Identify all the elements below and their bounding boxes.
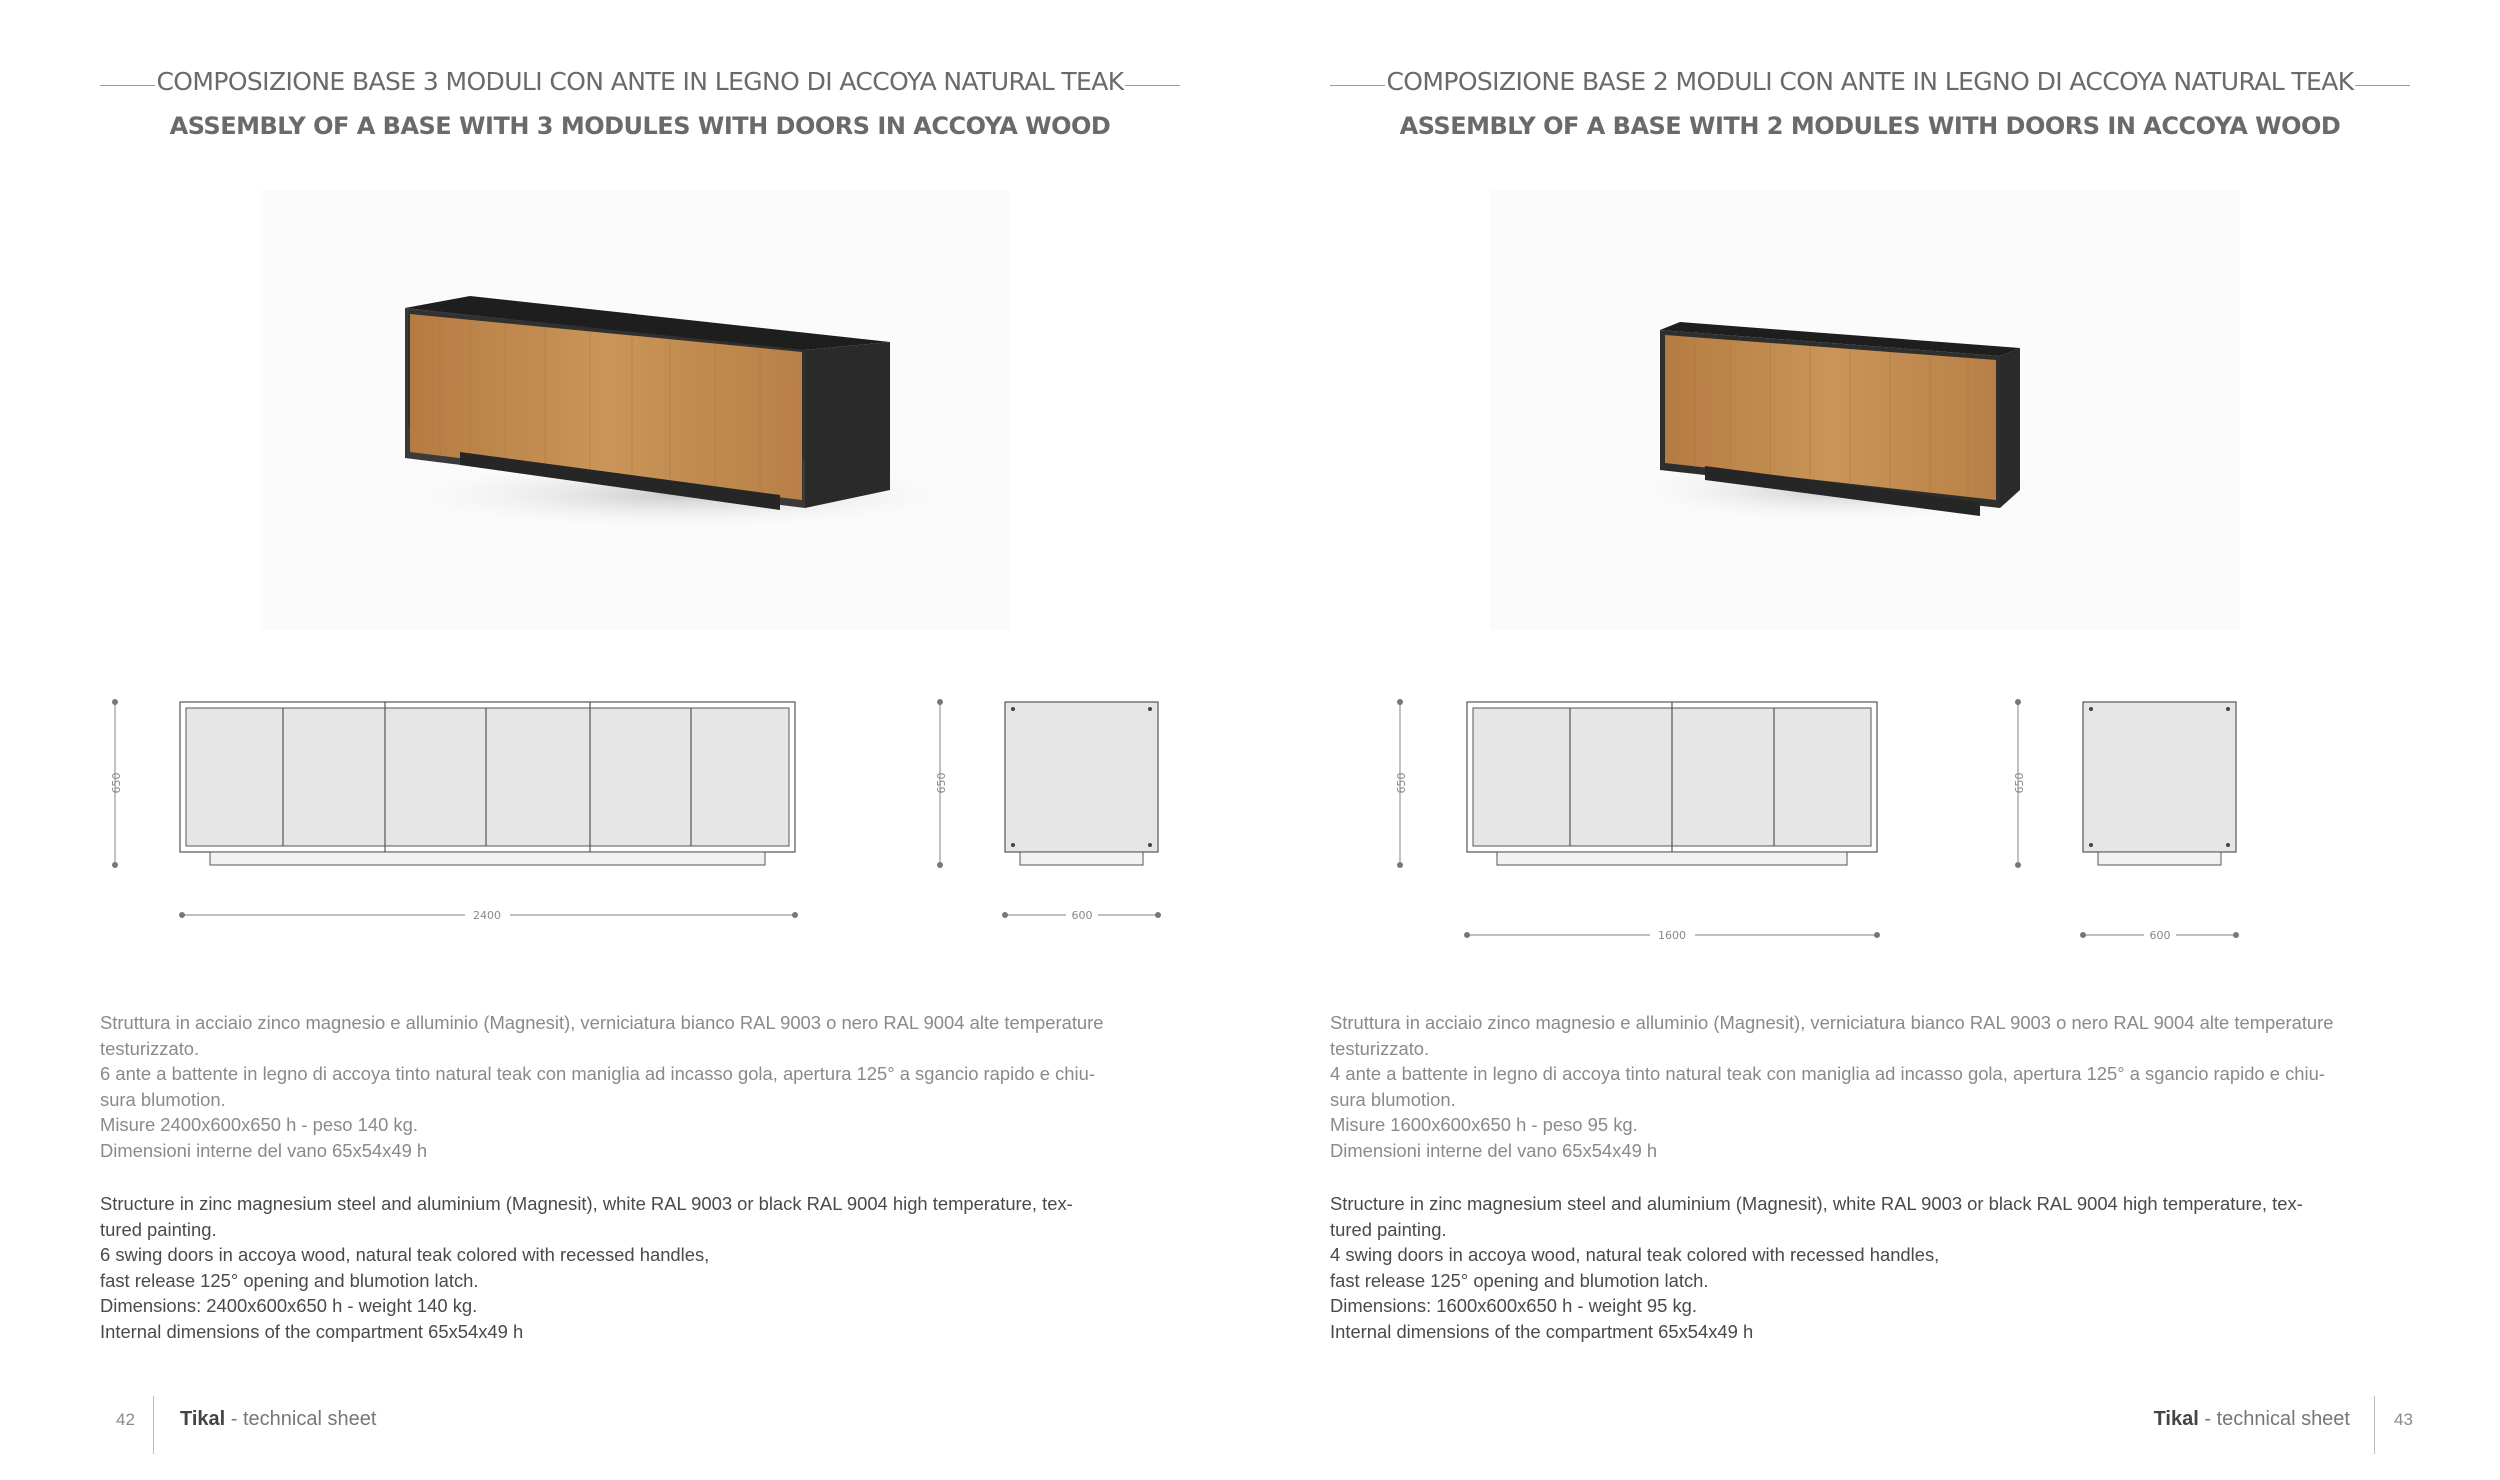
- description: [100, 1010, 1190, 1344]
- technical-drawings: [100, 690, 1180, 950]
- dim-depth-label: 600: [2149, 929, 2171, 942]
- footer-right: [1900, 1396, 2500, 1456]
- desc-en-line: Internal dimensions of the compartment 65x54x49 h: [1330, 1320, 1754, 1342]
- desc-it-line: testurizzato.: [1330, 1037, 1430, 1059]
- page-right: [1250, 0, 2500, 1480]
- footer-divider: [153, 1396, 154, 1454]
- desc-en-line: fast release 125° opening and blumotion latch.: [100, 1269, 479, 1291]
- description-english: [100, 1191, 1190, 1344]
- desc-en-line: tured painting.: [1330, 1218, 1447, 1240]
- title-rule-right: [1125, 85, 1180, 86]
- product-photo-3-modules: [260, 190, 1010, 630]
- desc-en-line: 6 swing doors in accoya wood, natural teak colored with recessed handles,: [100, 1244, 710, 1265]
- description: [1330, 1010, 2420, 1344]
- page-header: [1330, 62, 2410, 146]
- footer-left: [0, 1396, 600, 1456]
- footer-brand: [2154, 1408, 2350, 1431]
- title-rule-right: [2355, 85, 2410, 86]
- title-rule-left: [100, 85, 155, 86]
- dim-width-label: 1600: [1658, 929, 1686, 942]
- desc-it-line: Dimensioni interne del vano 65x54x49 h: [100, 1139, 428, 1161]
- footer-brand: [180, 1408, 376, 1431]
- page-number: 43: [2394, 1410, 2413, 1429]
- desc-it-line: Misure 1600x600x650 h - peso 95 kg.: [1330, 1114, 1638, 1135]
- description-english: [1330, 1191, 2420, 1344]
- description-italian: [100, 1010, 1190, 1163]
- title-rule-left: [1330, 85, 1385, 86]
- title-english: ASSEMBLY OF A BASE WITH 2 MODULES WITH DOORS IN ACCOYA WOOD: [1399, 112, 2341, 140]
- desc-en-line: Structure in zinc magnesium steel and aluminium (Magnesit), white RAL 9003 or black RAL 9004 high temperature, tex-: [100, 1193, 1073, 1214]
- desc-en-line: Dimensions: 1600x600x650 h - weight 95 kg.: [1330, 1295, 1698, 1316]
- desc-it-line: 4 ante a battente in legno di accoya tinto natural teak con maniglia ad incasso gola, apertura 125° a sgancio rapido e chiu-: [1330, 1063, 2325, 1084]
- brand-subtitle: - technical sheet: [225, 1408, 377, 1430]
- title-italian: COMPOSIZIONE BASE 2 MODULI CON ANTE IN LEGNO DI ACCOYA NATURAL TEAK: [1386, 67, 2354, 96]
- dim-height-label: 650: [110, 772, 123, 794]
- brand-name: Tikal: [180, 1408, 226, 1430]
- desc-en-line: fast release 125° opening and blumotion latch.: [1330, 1269, 1709, 1291]
- title-italian: COMPOSIZIONE BASE 3 MODULI CON ANTE IN LEGNO DI ACCOYA NATURAL TEAK: [156, 67, 1124, 96]
- desc-it-line: Dimensioni interne del vano 65x54x49 h: [1330, 1139, 1658, 1161]
- brand-subtitle: - technical sheet: [2198, 1408, 2350, 1430]
- desc-it-line: sura blumotion.: [100, 1088, 226, 1110]
- desc-en-line: tured painting.: [100, 1218, 217, 1240]
- dim-depth-label: 600: [1071, 909, 1093, 922]
- desc-it-line: 6 ante a battente in legno di accoya tinto natural teak con maniglia ad incasso gola, apertura 125° a sgancio rapido e chiu-: [100, 1063, 1095, 1084]
- dim-side-height-label: 650: [935, 772, 948, 794]
- dim-height-label: 650: [1395, 772, 1408, 794]
- desc-en-line: 4 swing doors in accoya wood, natural teak colored with recessed handles,: [1330, 1244, 1940, 1265]
- description-italian: [1330, 1010, 2420, 1163]
- desc-it-line: sura blumotion.: [1330, 1088, 1456, 1110]
- product-photo-2-modules: [1490, 190, 2240, 630]
- technical-drawings: [1330, 690, 2410, 950]
- desc-it-line: Misure 2400x600x650 h - peso 140 kg.: [100, 1114, 418, 1135]
- desc-en-line: Internal dimensions of the compartment 65x54x49 h: [100, 1320, 524, 1342]
- brand-name: Tikal: [2153, 1408, 2199, 1430]
- desc-it-line: Struttura in acciaio zinco magnesio e alluminio (Magnesit), verniciatura bianco RAL 9003 o nero RAL 9004 alte temperature: [1330, 1012, 2334, 1033]
- page-header: [100, 62, 1180, 146]
- desc-it-line: Struttura in acciaio zinco magnesio e alluminio (Magnesit), verniciatura bianco RAL 9003 o nero RAL 9004 alte temperature: [100, 1012, 1104, 1033]
- desc-it-line: testurizzato.: [100, 1037, 200, 1059]
- page-number: 42: [116, 1410, 135, 1429]
- dim-width-label: 2400: [473, 909, 501, 922]
- footer-divider: [2374, 1396, 2375, 1454]
- dim-side-height-label: 650: [2013, 772, 2026, 794]
- title-english: ASSEMBLY OF A BASE WITH 3 MODULES WITH DOORS IN ACCOYA WOOD: [169, 112, 1111, 140]
- desc-en-line: Structure in zinc magnesium steel and aluminium (Magnesit), white RAL 9003 or black RAL 9004 high temperature, tex-: [1330, 1193, 2303, 1214]
- desc-en-line: Dimensions: 2400x600x650 h - weight 140 kg.: [100, 1295, 478, 1316]
